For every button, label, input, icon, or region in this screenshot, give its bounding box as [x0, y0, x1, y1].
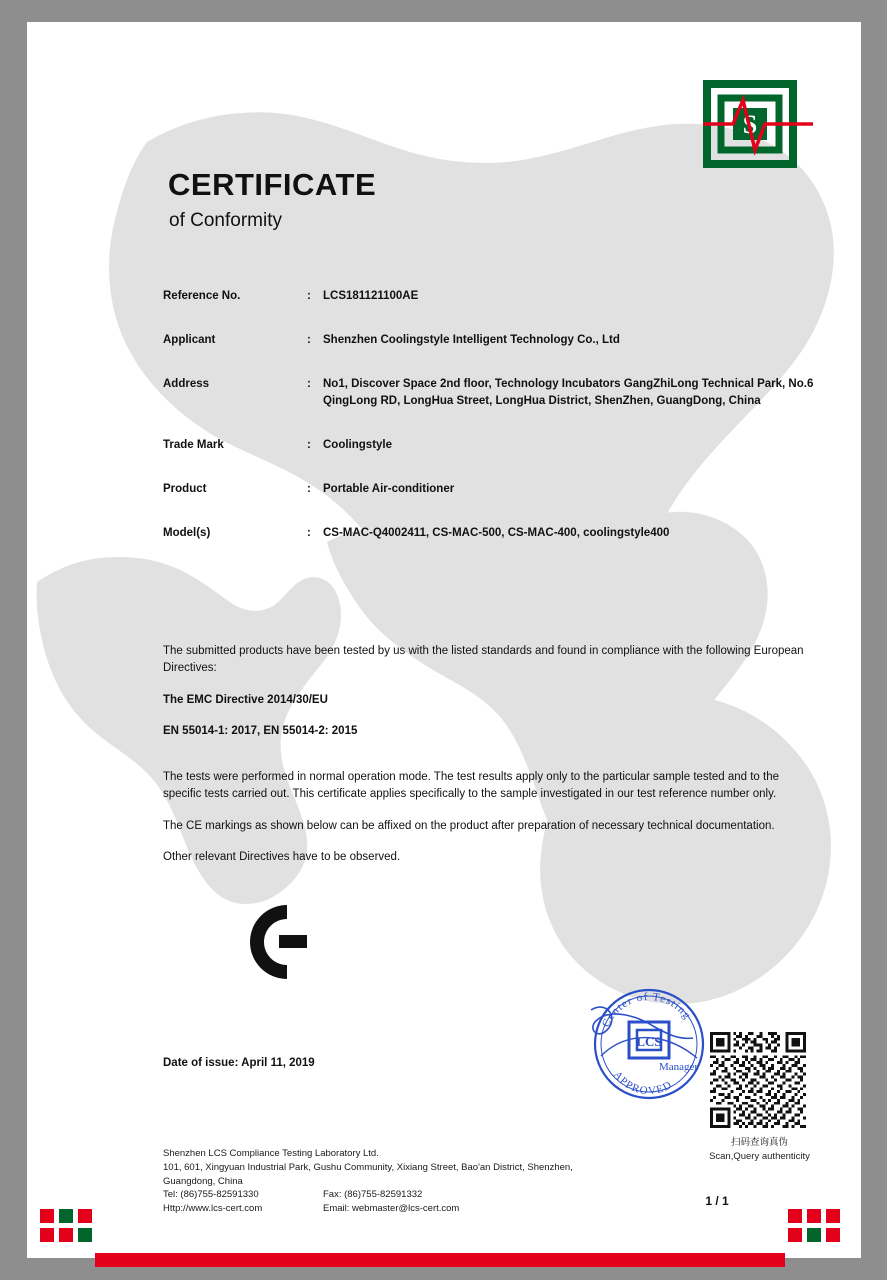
ce-mark-icon — [157, 897, 317, 987]
body-spacer — [163, 755, 818, 769]
bottom-red-bar — [95, 1253, 785, 1267]
field-row — [163, 437, 823, 454]
svg-text:Center of Testing: Center of Testing — [599, 990, 694, 1030]
field-row — [163, 288, 823, 305]
decor-square — [826, 1228, 840, 1242]
field-colon: : — [307, 527, 311, 540]
field-row — [163, 332, 823, 349]
footer-contact-row-2 — [163, 1202, 723, 1216]
field-colon: : — [307, 334, 311, 347]
decor-square — [807, 1228, 821, 1242]
footer-address-line2: Guangdong, China — [163, 1175, 243, 1187]
field-row — [163, 376, 823, 410]
field-colon: : — [307, 378, 311, 391]
certificate-paper — [27, 22, 861, 1258]
field-label: Product — [163, 483, 207, 496]
lcs-logo — [703, 80, 813, 168]
tests-paragraph: The tests were performed in normal operation mode. The test results apply only to the particular sample tested and to the specific tests carried out. This certificate applies specifically to the sample investigated in our test reference number only. — [163, 770, 780, 801]
ce-marking-paragraph: The CE markings as shown below can be affixed on the product after preparation of necessary technical documentation. — [163, 819, 775, 832]
footer-website[interactable]: Http://www.lcs-cert.com — [163, 1203, 263, 1215]
field-label: Reference No. — [163, 290, 241, 302]
qr-caption-cn: 扫码查询真伪 — [730, 1137, 788, 1148]
field-value: No1, Discover Space 2nd floor, Technology Incubators GangZhiLong Technical Park, No.6 QingLong RD, LongHua Street, LongHua District, ShenZhen, GuangDong, China — [323, 378, 814, 408]
page-subtitle: of Conformity — [169, 210, 282, 231]
footer-company: Shenzhen LCS Compliance Testing Laboratory Ltd. — [163, 1148, 379, 1159]
decor-square — [78, 1228, 92, 1242]
field-colon: : — [307, 439, 311, 452]
footer-tel: Tel: (86)755-82591330 — [163, 1189, 259, 1201]
certificate-fields — [163, 288, 823, 569]
standards-line: EN 55014-1: 2017, EN 55014-2: 2015 — [163, 725, 358, 738]
decor-square — [826, 1209, 840, 1223]
svg-text:Manager: Manager — [659, 1061, 699, 1073]
approval-stamp — [567, 982, 727, 1112]
decor-square — [788, 1228, 802, 1242]
field-label: Address — [163, 378, 210, 391]
field-value: CS-MAC-Q4002411, CS-MAC-500, CS-MAC-400, coolingstyle400 — [323, 527, 670, 540]
decor-square — [59, 1228, 73, 1242]
field-row — [163, 481, 823, 498]
decor-square — [788, 1209, 802, 1223]
qr-caption-en: Scan,Query authenticity — [709, 1150, 810, 1162]
directive-line: The EMC Directive 2014/30/EU — [163, 693, 328, 706]
footer-contact-row-1 — [163, 1188, 723, 1202]
field-value: Coolingstyle — [323, 439, 393, 452]
field-value: LCS181121100AE — [323, 290, 419, 302]
svg-text:LCS: LCS — [636, 1034, 662, 1049]
field-colon: : — [307, 290, 311, 302]
decor-square — [807, 1209, 821, 1223]
footer — [163, 1147, 723, 1216]
decor-square — [78, 1209, 92, 1223]
field-label: Model(s) — [163, 527, 211, 540]
qr-code[interactable] — [710, 1032, 806, 1128]
field-value: Portable Air-conditioner — [323, 483, 455, 496]
certificate-body — [163, 643, 818, 881]
field-value: Shenzhen Coolingstyle Intelligent Technology Co., Ltd — [323, 334, 620, 347]
intro-paragraph: The submitted products have been tested by us with the listed standards and found in compliance with the following European Directives: — [163, 645, 804, 675]
field-label: Trade Mark — [163, 439, 224, 452]
footer-email[interactable]: Email: webmaster@lcs-cert.com — [323, 1203, 460, 1215]
field-label: Applicant — [163, 334, 216, 347]
decor-square — [59, 1209, 73, 1223]
page-title: CERTIFICATE — [168, 167, 377, 202]
date-of-issue: Date of issue: April 11, 2019 — [163, 1057, 315, 1069]
field-colon: : — [307, 483, 311, 496]
svg-text:APPROVED: APPROVED — [610, 1069, 675, 1098]
decor-square — [40, 1228, 54, 1242]
other-directives-paragraph: Other relevant Directives have to be observed. — [163, 851, 401, 864]
footer-address-line1: 101, 601, Xingyuan Industrial Park, Gushu Community, Xixiang Street, Bao'an District, Shenzhen, — [163, 1161, 573, 1173]
page-number: 1 / 1 — [705, 1194, 729, 1208]
field-row — [163, 525, 823, 542]
footer-fax: Fax: (86)755-82591332 — [323, 1189, 423, 1201]
svg-text:S: S — [742, 110, 758, 139]
decor-square — [40, 1209, 54, 1223]
